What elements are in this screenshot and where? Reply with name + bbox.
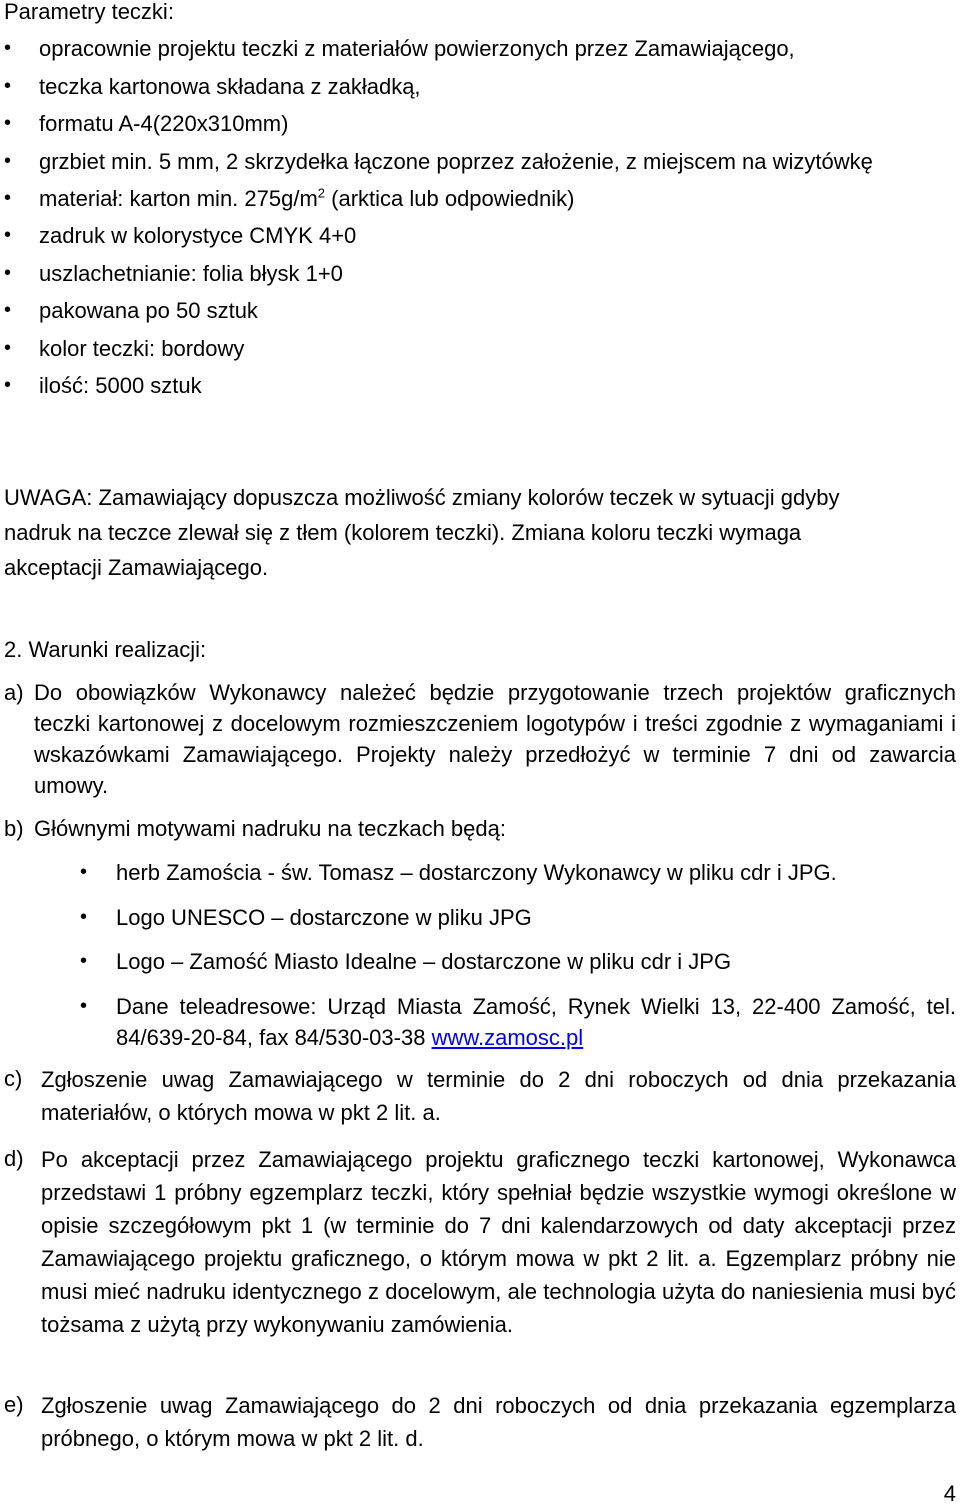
motifs-list (80, 857, 956, 888)
list-item: • ilość: 5000 sztuk (0, 367, 960, 405)
website-link[interactable]: www.zamosc.pl (431, 1025, 584, 1050)
item-text: Głównymi motywami nadruku na teczkach będą: (34, 816, 506, 841)
motifs-list (80, 902, 956, 933)
parameters-list (0, 30, 960, 405)
motifs-list (80, 946, 956, 977)
item-text: Po akceptacji przez Zamawiającego projektu graficznego teczki kartonowej, Wykonawca przedstawi 1 próbny egzemplarz teczki, który spełniał będzie wszystkie wymogi określone w opisie szczegółowym pkt 1 (w terminie do 7 dni kalendarzowych od daty akceptacji przez Zamawiającego projektu graficznego, o którym mowa w pkt 2 lit. a. Egzemplarz próbny nie musi mieć nadruku identycznego z docelowym, ale technologia użyta do naniesienia musi być tożsama z użytą przy wykonywaniu zamówienia. (41, 1147, 956, 1337)
item-label: c) (4, 1066, 23, 1091)
section-2-title: 2. Warunki realizacji: (4, 637, 207, 662)
list-item: • pakowana po 50 sztuk (0, 292, 960, 330)
list-item: • opracownie projektu teczki z materiałów powierzonych przez Zamawiającego, (0, 30, 960, 68)
page-number: 4 (943, 1481, 956, 1506)
parameters-heading: Parametry teczki: (4, 0, 174, 24)
list-item: • Logo – Zamość Miasto Idealne – dostarczone w pliku cdr i JPG (80, 946, 956, 977)
list-item (80, 991, 956, 1053)
item-label: a) (4, 680, 24, 705)
item-b (4, 813, 956, 844)
item-a (4, 677, 956, 801)
list-item: • zadruk w kolorystyce CMYK 4+0 (0, 217, 960, 255)
material-text: materiał: karton min. 275g/m (39, 185, 318, 211)
list-item: • kolor teczki: bordowy (0, 330, 960, 368)
list-item: • grzbiet min. 5 mm, 2 skrzydełka łączone poprzez założenie, z miejscem na wizytówkę (0, 143, 960, 180)
list-item (0, 180, 960, 218)
item-text: Zgłoszenie uwag Zamawiającego w terminie do 2 dni roboczych od dnia przekazania materiałów, o których mowa w pkt 2 lit. a. (41, 1067, 956, 1125)
list-item: • Logo UNESCO – dostarczone w pliku JPG (80, 902, 956, 933)
item-d (4, 1143, 956, 1341)
item-text: Do obowiązków Wykonawcy należeć będzie przygotowanie trzech projektów graficznych teczki kartonowej z docelowym rozmieszczeniem logotypów i treści zgodnie z wymaganiami i wskazówkami Zamawiającego. Projekty należy przedłożyć w terminie 7 dni od zawarcia umowy. (34, 680, 956, 798)
item-label: d) (4, 1146, 24, 1171)
list-item: • formatu A-4(220x310mm) (0, 105, 960, 143)
list-item: • herb Zamościa - św. Tomasz – dostarczony Wykonawcy w pliku cdr i JPG. (80, 857, 956, 888)
contact-text: Dane teleadresowe: Urząd Miasta Zamość, Rynek Wielki 13, 22-400 Zamość, tel. 84/639-20-84, fax 84/530-03-38 (116, 994, 956, 1050)
item-c (4, 1063, 956, 1129)
list-item: • uszlachetnianie: folia błysk 1+0 (0, 255, 960, 293)
note-paragraph: UWAGA: Zamawiający dopuszcza możliwość zmiany kolorów teczek w sytuacji gdyby nadruk na teczce zlewał się z tłem (kolorem teczki). Zmiana koloru teczki wymaga akceptacji Zamawiającego. (4, 485, 840, 580)
material-note: (arktica lub odpowiednik) (325, 185, 575, 211)
item-e (4, 1389, 956, 1455)
item-label: b) (4, 816, 24, 841)
motifs-list (80, 991, 956, 1053)
item-label: e) (4, 1392, 24, 1417)
item-text: Zgłoszenie uwag Zamawiającego do 2 dni roboczych od dnia przekazania egzemplarza próbnego, o którym mowa w pkt 2 lit. d. (41, 1393, 956, 1451)
list-item: • teczka kartonowa składana z zakładką, (0, 68, 960, 106)
superscript: 2 (317, 185, 326, 201)
